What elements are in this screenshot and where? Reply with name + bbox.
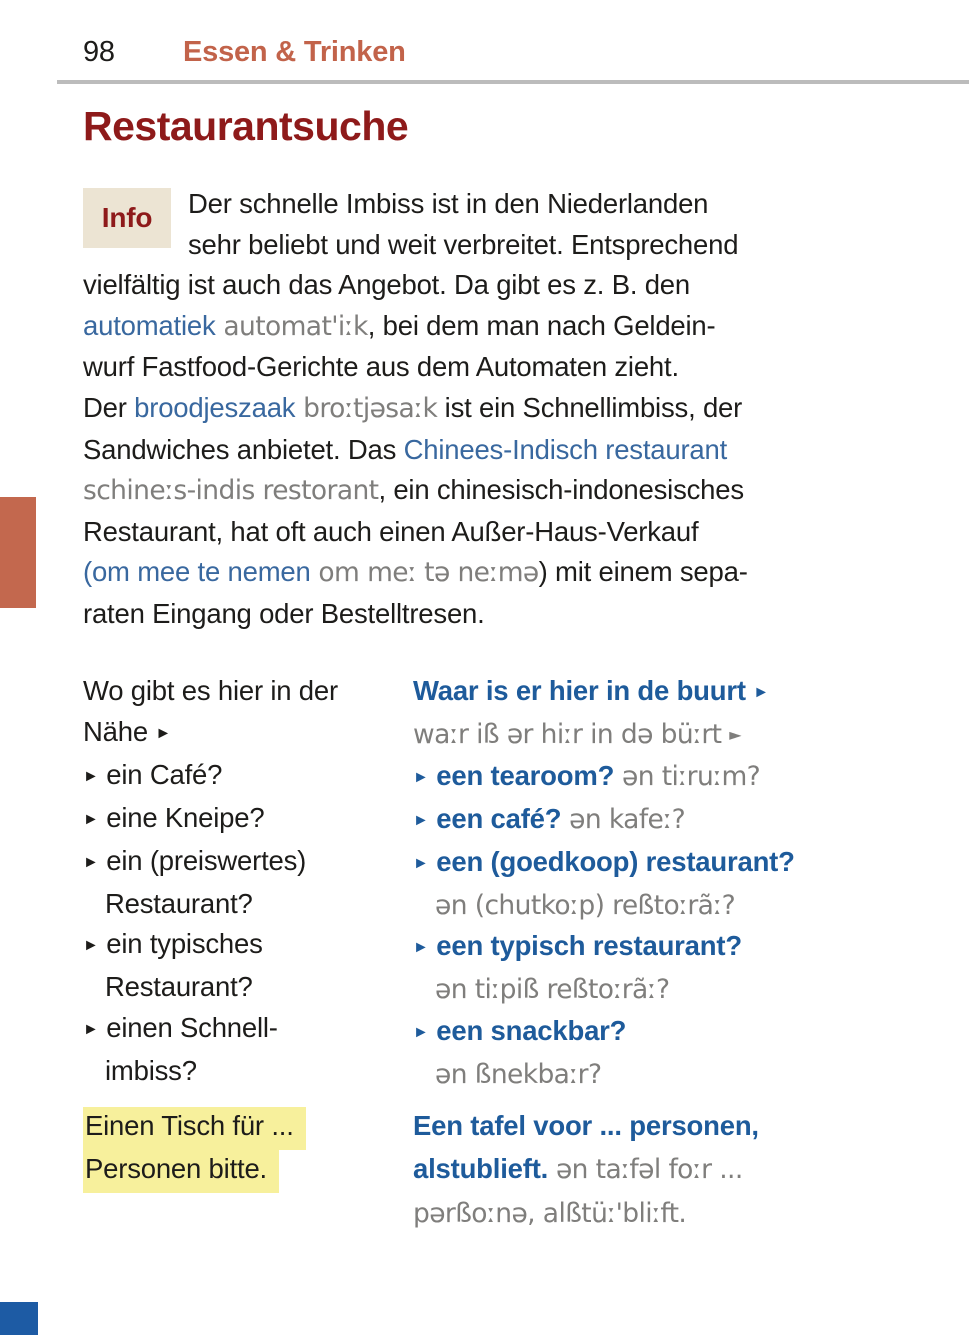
text-segment: automat'iːk bbox=[215, 310, 368, 342]
text-line bbox=[83, 470, 923, 512]
arrow-bullet-icon: ► bbox=[83, 937, 99, 955]
text-line bbox=[413, 926, 939, 969]
text-segment: Personen bitte. bbox=[85, 1153, 267, 1184]
text-line bbox=[83, 1008, 413, 1051]
text-segment: raten Eingang oder Bestelltresen. bbox=[83, 597, 485, 629]
text-line bbox=[413, 842, 939, 885]
phrase-columns bbox=[83, 671, 939, 1096]
chapter-title: Essen & Trinken bbox=[183, 36, 406, 68]
text-segment: een snackbar? bbox=[428, 1015, 627, 1047]
text-line bbox=[413, 969, 939, 1011]
text-line bbox=[83, 671, 413, 712]
text-line bbox=[83, 841, 413, 884]
text-line bbox=[83, 594, 923, 635]
text-segment: sehr beliebt und weit verbreitet. Entsprechend bbox=[188, 228, 739, 260]
info-box bbox=[83, 188, 171, 248]
arrow-bullet-icon: ► bbox=[83, 853, 99, 871]
text-segment: Een tafel voor ... personen, bbox=[413, 1110, 759, 1141]
text-line bbox=[83, 347, 923, 388]
text-segment: Sandwiches anbietet. Das bbox=[83, 433, 404, 465]
text-segment: ist ein Schnellimbiss, der bbox=[437, 391, 743, 423]
text-line bbox=[83, 265, 923, 306]
table-request-dutch bbox=[413, 1104, 939, 1235]
arrow-bullet-icon: ► bbox=[413, 939, 429, 957]
text-segment: ən tiːpiß reßtoːrãː? bbox=[435, 974, 670, 1006]
text-line bbox=[83, 512, 923, 553]
text-line bbox=[413, 1011, 939, 1054]
text-line bbox=[83, 924, 413, 967]
text-line bbox=[413, 885, 939, 927]
text-line bbox=[83, 798, 413, 841]
text-segment: Einen Tisch für ... bbox=[85, 1110, 294, 1141]
text-segment: , bei dem man nach Geldein- bbox=[367, 309, 716, 341]
german-column bbox=[83, 671, 413, 1096]
text-segment: Waar is er hier in de buurt bbox=[413, 675, 754, 706]
text-segment: een typisch restaurant? bbox=[428, 930, 742, 962]
text-segment: ən (chutkoːp) reßtoːrãː? bbox=[435, 889, 736, 921]
text-segment: Der bbox=[83, 391, 135, 423]
text-segment: eine Kneipe? bbox=[98, 801, 265, 833]
text-line bbox=[413, 714, 939, 756]
chapter-thumb-tab bbox=[0, 497, 36, 608]
text-segment: Restaurant? bbox=[105, 887, 253, 919]
text-line bbox=[83, 388, 923, 430]
text-segment: broodjeszaak bbox=[134, 391, 296, 423]
arrow-bullet-icon: ► bbox=[83, 810, 99, 828]
text-line bbox=[83, 1147, 413, 1190]
arrow-bullet-icon: ► bbox=[413, 768, 429, 786]
text-line bbox=[413, 1147, 939, 1191]
text-segment: ən kafeː? bbox=[561, 803, 686, 835]
text-segment: ein typisches bbox=[98, 928, 263, 960]
text-segment: automatiek bbox=[83, 309, 216, 341]
page-number: 98 bbox=[83, 36, 115, 68]
text-segment: een (goedkoop) restaurant? bbox=[428, 845, 795, 877]
arrow-bullet-icon: ► bbox=[413, 854, 429, 872]
arrow-bullet-icon: ► bbox=[83, 767, 99, 785]
arrow-bullet-icon: ► bbox=[155, 724, 172, 742]
bottom-thumb-tab bbox=[0, 1302, 38, 1335]
text-segment: (om mee te nemen bbox=[83, 556, 311, 588]
text-segment: vielfältig ist auch das Angebot. Da gibt es z. B. den bbox=[83, 269, 690, 301]
arrow-bullet-icon: ► bbox=[413, 811, 429, 829]
text-line bbox=[413, 1104, 939, 1147]
text-segment: ) mit einem sepa- bbox=[538, 556, 748, 588]
header-rule bbox=[57, 80, 969, 84]
text-line bbox=[83, 755, 413, 798]
text-segment: broːtjəsaːk bbox=[295, 392, 438, 424]
text-segment: een café? bbox=[428, 802, 562, 834]
text-line bbox=[83, 552, 923, 594]
table-request-german bbox=[83, 1104, 413, 1235]
page-header bbox=[83, 36, 929, 70]
info-label: Info bbox=[101, 201, 153, 233]
text-line bbox=[83, 1051, 413, 1092]
text-segment: alstublieft. bbox=[413, 1153, 549, 1184]
text-line bbox=[413, 671, 939, 714]
text-segment: ən tiːruːm? bbox=[614, 760, 761, 792]
arrow-bullet-icon: ► bbox=[83, 1021, 99, 1039]
text-line bbox=[413, 1054, 939, 1096]
text-line bbox=[83, 712, 413, 755]
text-line bbox=[83, 1104, 413, 1147]
text-segment: Restaurant, hat oft auch einen Außer-Haus-Verkauf bbox=[83, 515, 699, 547]
text-segment: , ein chinesisch-indonesisches bbox=[378, 474, 744, 506]
arrow-bullet-icon: ► bbox=[413, 1024, 429, 1042]
text-segment: pərßoːnə, alßtüː'bliːft. bbox=[413, 1198, 687, 1229]
arrow-bullet-icon: ► bbox=[753, 684, 770, 701]
text-segment: Wo gibt es hier in der bbox=[83, 675, 338, 706]
text-line bbox=[83, 225, 923, 266]
text-segment: ein (preiswertes) bbox=[98, 844, 307, 876]
text-line bbox=[83, 184, 923, 225]
text-line bbox=[413, 756, 939, 799]
arrow-bullet-icon: ► bbox=[729, 724, 742, 744]
text-segment: ən ßnekbaːr? bbox=[435, 1059, 602, 1091]
text-segment: ein Café? bbox=[98, 758, 223, 790]
highlight-mark bbox=[83, 1107, 306, 1150]
text-line bbox=[83, 306, 923, 348]
text-segment: Der schnelle Imbiss ist in den Niederlanden bbox=[188, 188, 709, 219]
text-line bbox=[83, 967, 413, 1008]
info-paragraph bbox=[83, 184, 923, 635]
text-line bbox=[83, 884, 413, 925]
table-request-block bbox=[83, 1104, 939, 1235]
text-line bbox=[413, 1191, 939, 1235]
text-segment: een tearoom? bbox=[428, 759, 615, 791]
text-segment: waːr iß ər hiːr in də büːrt bbox=[413, 718, 730, 750]
text-segment: om meː tə neːmə bbox=[310, 557, 539, 589]
dutch-column bbox=[413, 671, 939, 1096]
text-line bbox=[413, 799, 939, 842]
text-segment: einen Schnell- bbox=[98, 1012, 278, 1044]
text-segment: imbiss? bbox=[105, 1055, 197, 1087]
text-segment: Chinees-Indisch restaurant bbox=[403, 433, 728, 465]
text-segment: schineːs-indis restorant bbox=[83, 475, 379, 507]
text-segment: ən taːfəl foːr ... bbox=[548, 1154, 743, 1185]
section-title: Restaurantsuche bbox=[83, 103, 409, 149]
highlight-mark bbox=[83, 1150, 279, 1193]
text-segment: Restaurant? bbox=[105, 971, 253, 1003]
text-line bbox=[83, 430, 923, 471]
text-segment: wurf Fastfood-Gerichte aus dem Automaten zieht. bbox=[83, 351, 679, 383]
text-segment: Nähe bbox=[83, 715, 156, 747]
